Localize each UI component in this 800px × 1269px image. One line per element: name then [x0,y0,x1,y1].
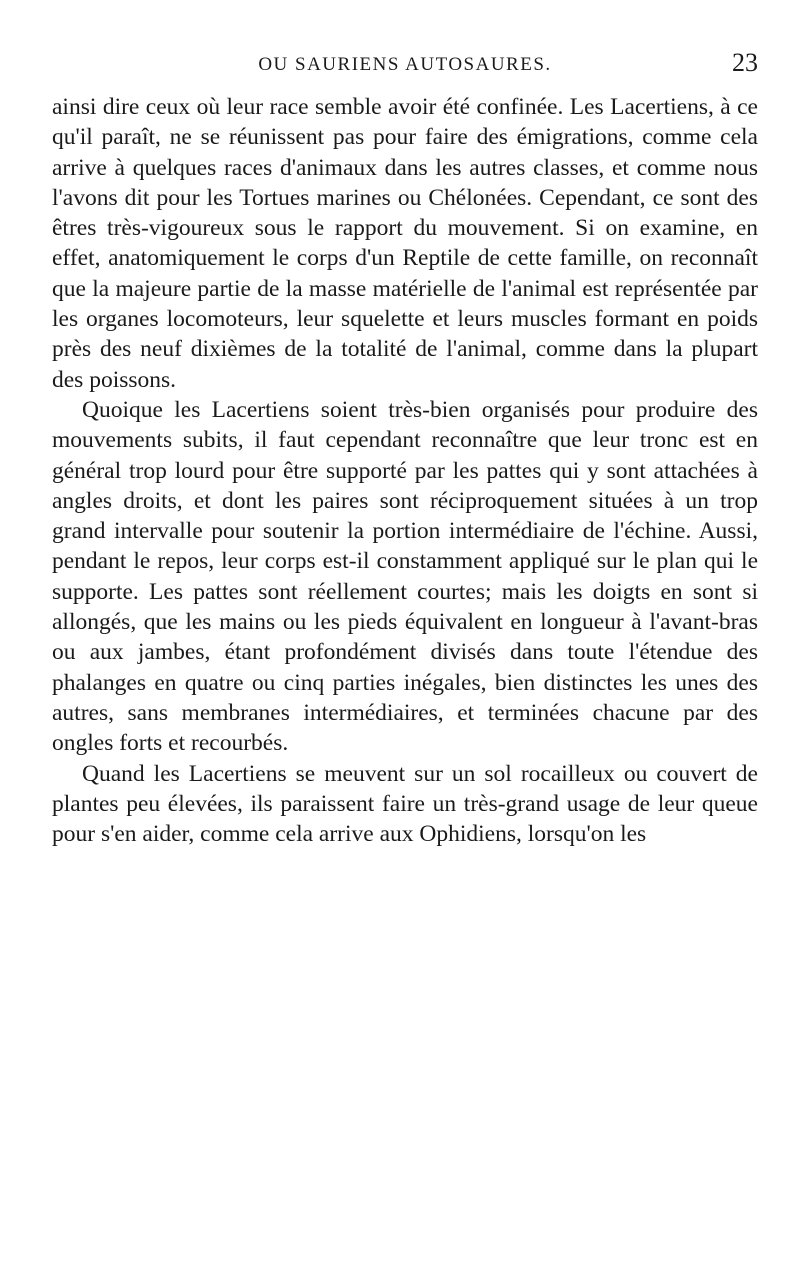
page-header [52,48,758,88]
page-number: 23 [732,48,758,77]
body-text [52,92,758,849]
paragraph-quoique: Quoique les Lacertiens soient très-bien organisés pour produire des mouvements subits, il faut cependant reconnaître que leur tronc est en général trop lourd pour être supporté par les pattes qui y sont attachées à angles droits, et dont les paires sont réciproquement situées à un trop grand intervalle pour soutenir la portion intermédiaire de l'échine. Aussi, pendant le repos, leur corps est-il constamment appliqué sur le plan qui le supporte. Les pattes sont réellement courtes; mais les doigts en sont si allongés, que les mains ou les pieds équivalent en longueur à l'avant-bras ou aux jambes, étant profondément divisés dans toute l'étendue des phalanges en quatre ou cinq parties inégales, bien distinctes les unes des autres, sans membranes intermédiaires, et terminées chacune par des ongles forts et recourbés. [52,396,758,757]
running-head: OU SAURIENS AUTOSAURES. [258,54,552,75]
paragraph-quand: Quand les Lacertiens se meuvent sur un sol rocailleux ou couvert de plantes peu élevées, ils paraissent faire un très-grand usage de leur queue pour s'en aider, comme cela arrive aux Ophidiens, lorsqu'on les [52,760,758,848]
paragraph-continuation: ainsi dire ceux où leur race semble avoir été confinée. Les Lacertiens, à ce qu'il paraît, ne se réunissent pas pour faire des émigrations, comme cela arrive à quelques races d'animaux dans les autres classes, et comme nous l'avons dit pour les Tortues marines ou Chélonées. Cependant, ce sont des êtres très-vigoureux sous le rapport du mouvement. Si on examine, en effet, anatomiquement le corps d'un Reptile de cette famille, on reconnaît que la majeure partie de la masse matérielle de l'animal est représentée par les organes locomoteurs, leur squelette et leurs muscles formant en poids près des neuf dixièmes de la totalité de l'animal, comme dans la plupart des poissons. [52,94,758,393]
